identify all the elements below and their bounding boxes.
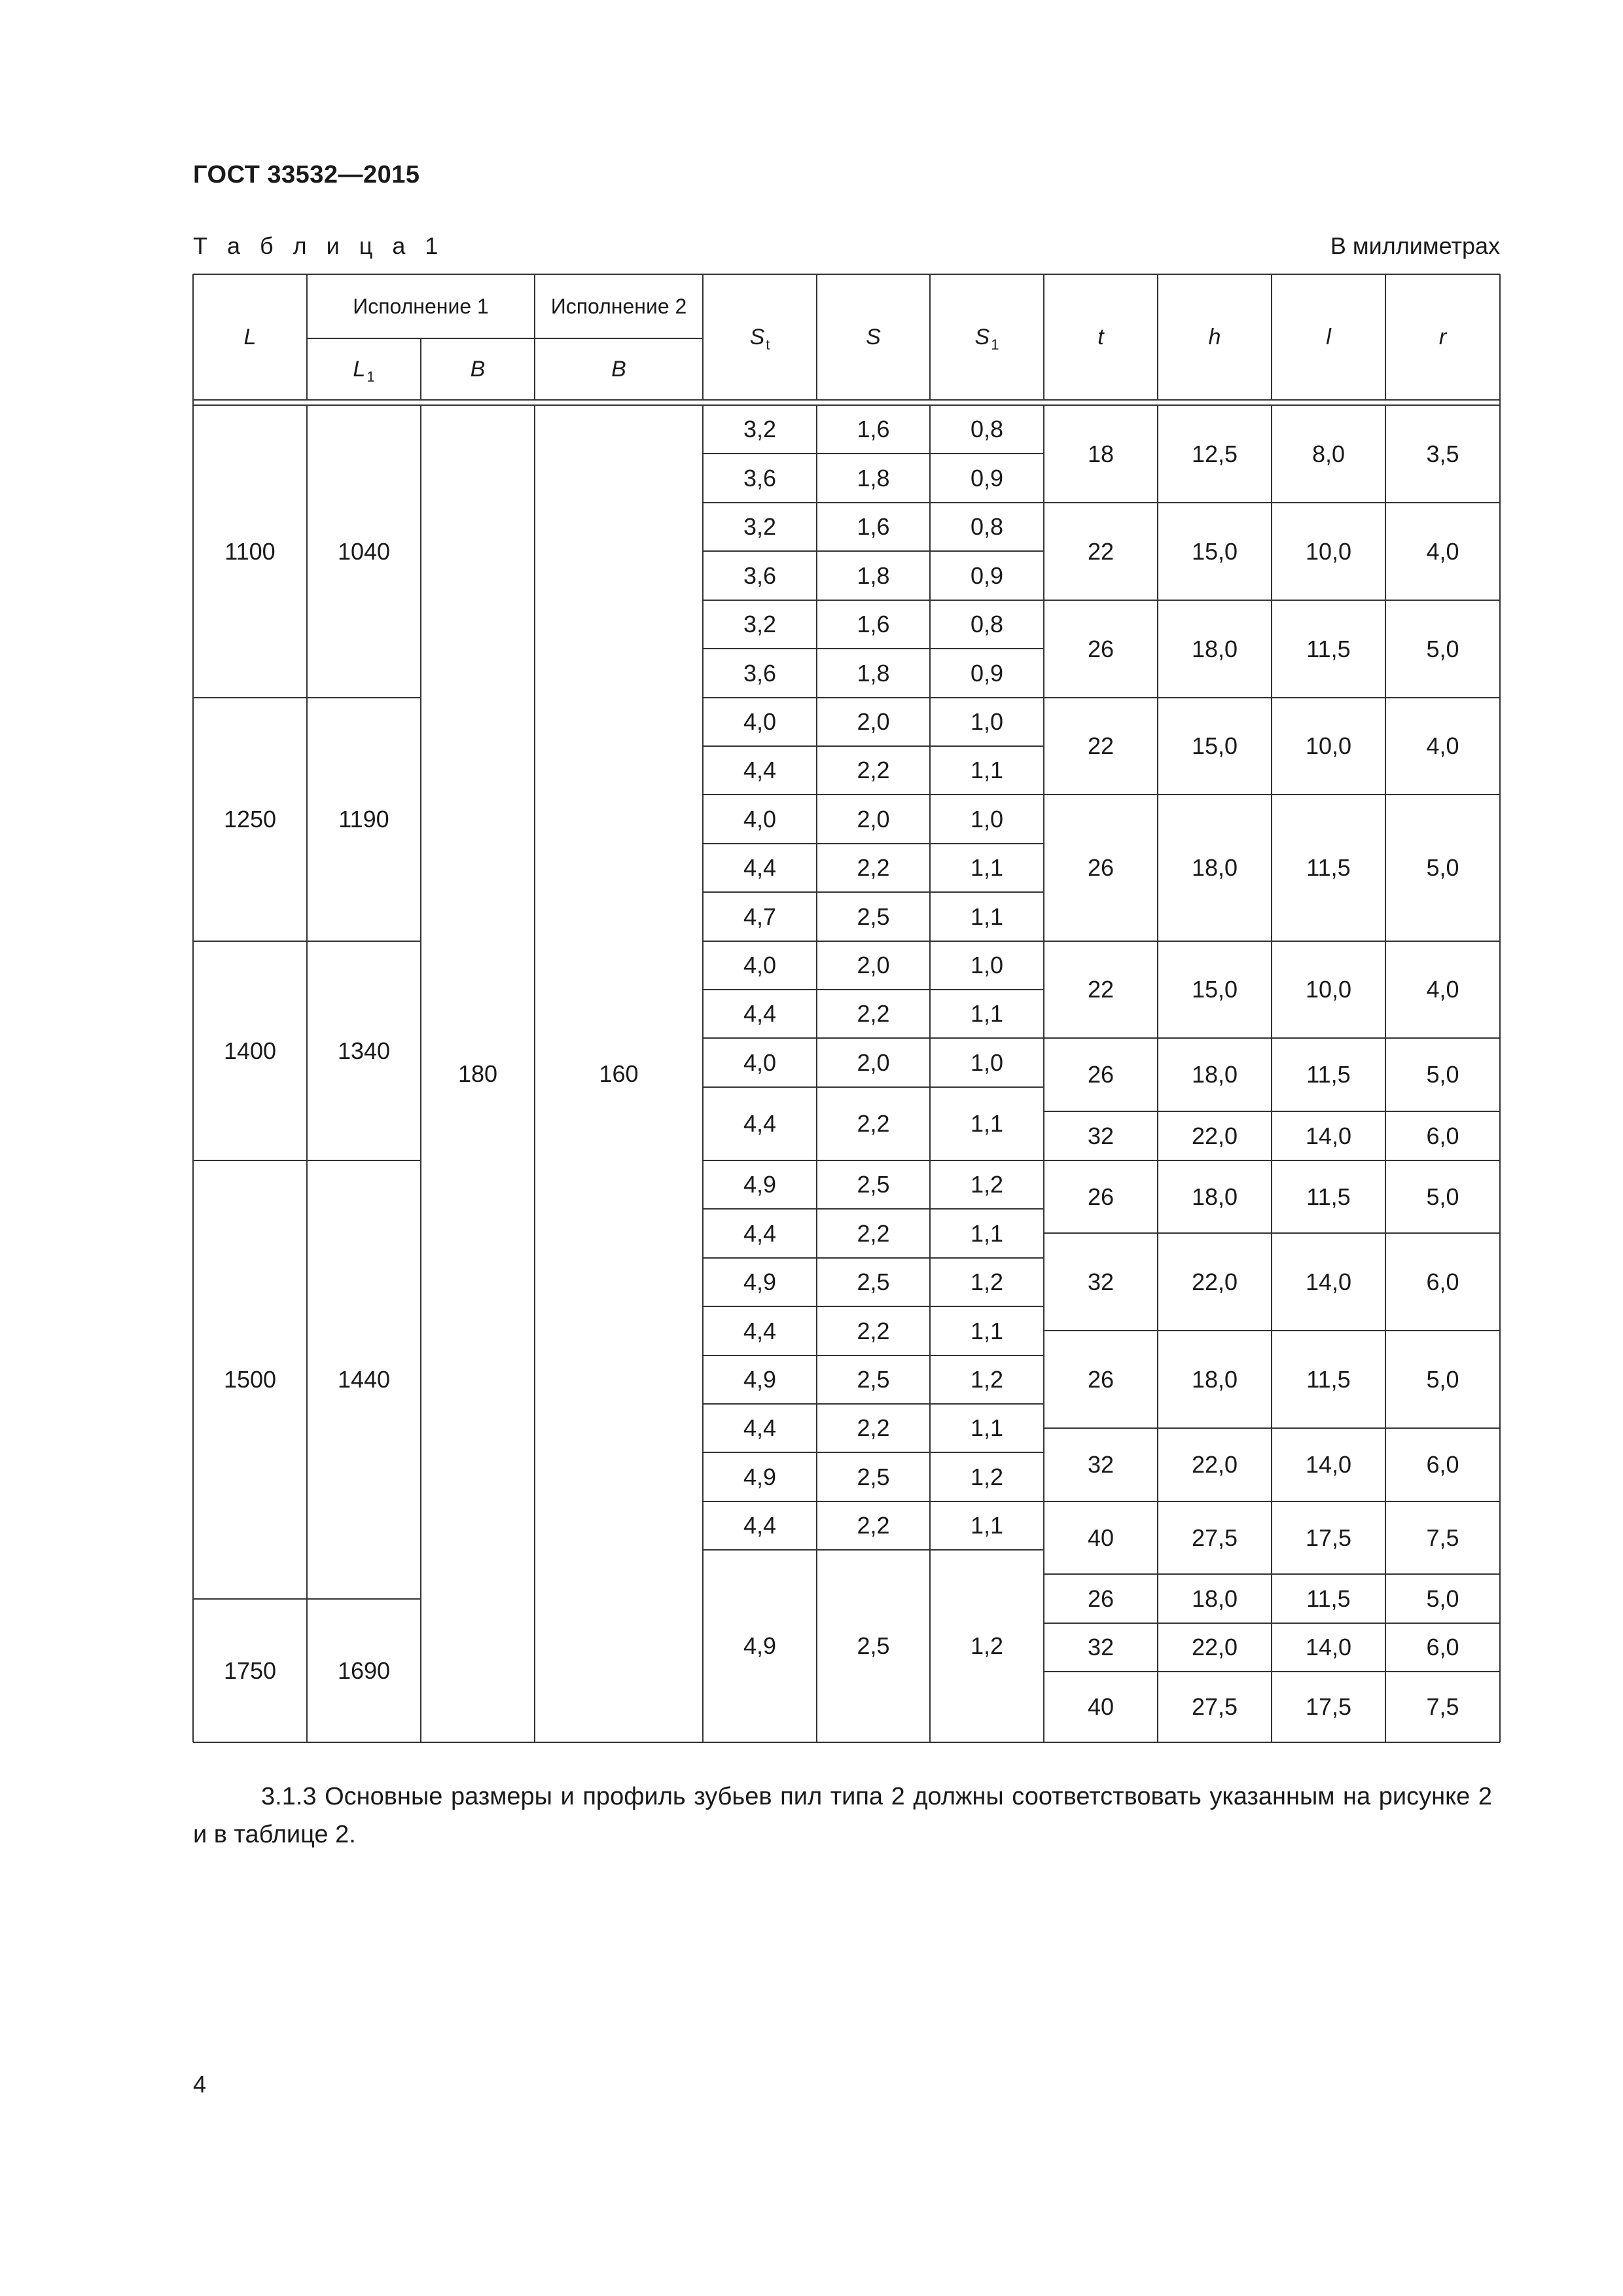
cell-S1: 0,9 [970, 464, 1004, 492]
cell-S: 2,5 [857, 1463, 890, 1490]
cell-t: 26 [1087, 1365, 1115, 1393]
cell-S1: 1,1 [970, 1219, 1004, 1247]
cell-St: 3,2 [743, 416, 777, 442]
header-h-symbol: h [1208, 325, 1221, 350]
cell-r: 4,0 [1426, 537, 1459, 565]
cell-S: 1,6 [857, 611, 890, 637]
cell-St: 3,6 [743, 464, 777, 492]
cell-h: 15,0 [1191, 976, 1238, 1003]
cell-St: 3,2 [743, 611, 777, 637]
cell-S: 2,5 [857, 1366, 890, 1393]
cell-S: 2,5 [857, 1268, 890, 1295]
header-S-symbol: S [866, 325, 881, 350]
cell-h: 27,5 [1191, 1693, 1238, 1720]
header-l-symbol: l [1326, 325, 1331, 350]
cell-L: 1750 [223, 1657, 277, 1684]
cell-t: 26 [1087, 1183, 1115, 1210]
cell-l: 10,0 [1305, 976, 1352, 1003]
cell-L: 1500 [223, 1366, 277, 1393]
cell-L1: 1040 [337, 537, 391, 565]
cell-t: 22 [1087, 732, 1115, 759]
cell-S: 2,2 [857, 1512, 890, 1539]
cell-St: 4,7 [743, 903, 777, 930]
cell-S1: 1,1 [970, 1414, 1004, 1441]
cell-r: 6,0 [1426, 1634, 1459, 1660]
document-code: ГОСТ 33532—2015 [193, 161, 420, 188]
header-L1-subscript: 1 [366, 368, 375, 385]
cell-S1: 1,2 [970, 1366, 1004, 1393]
cell-L1: 1690 [337, 1657, 391, 1684]
cell-h: 18,0 [1191, 1183, 1238, 1210]
cell-S1: 1,1 [970, 1317, 1004, 1344]
header-L1 [307, 338, 421, 400]
cell-St: 4,4 [743, 1000, 777, 1027]
cell-St: 4,9 [743, 1171, 777, 1198]
header-version-2: Исполнение 2 [550, 295, 687, 318]
cell-St: 3,6 [743, 659, 777, 687]
cell-S: 2,5 [857, 903, 890, 930]
cell-t: 26 [1087, 1061, 1115, 1088]
cell-t: 32 [1087, 1268, 1115, 1295]
cell-St: 4,0 [743, 708, 777, 735]
cell-S1: 1,1 [970, 854, 1004, 881]
cell-L: 1250 [223, 806, 277, 833]
cell-L1: 1190 [338, 806, 389, 833]
cell-l: 14,0 [1305, 1634, 1352, 1660]
cell-S: 2,2 [857, 1000, 890, 1027]
cell-t: 26 [1087, 1585, 1115, 1612]
header-B-version-2 [535, 338, 703, 400]
cell-h: 22,0 [1191, 1122, 1238, 1149]
cell-r: 5,0 [1426, 1061, 1459, 1088]
cell-l: 11,5 [1306, 1183, 1351, 1210]
cell-St: 3,6 [743, 562, 777, 589]
header-S1-symbol: S [974, 325, 990, 350]
cell-S1: 1,2 [970, 1463, 1004, 1490]
header-S1-subscript: 1 [991, 336, 999, 353]
cell-l: 17,5 [1305, 1524, 1352, 1551]
header-version-1: Исполнение 1 [353, 295, 489, 318]
cell-S: 2,0 [857, 805, 890, 833]
cell-r: 7,5 [1426, 1693, 1459, 1720]
header-t-symbol: t [1097, 325, 1104, 350]
cell-S1: 0,8 [970, 416, 1004, 442]
cell-t: 32 [1087, 1451, 1115, 1478]
cell-S: 2,0 [857, 708, 890, 735]
cell-t: 26 [1087, 854, 1115, 881]
cell-r: 5,0 [1426, 854, 1459, 881]
cell-S: 2,0 [857, 952, 890, 978]
cell-S1: 1,0 [970, 805, 1004, 833]
cell-S: 2,2 [857, 1414, 890, 1441]
cell-S: 2,5 [857, 1171, 890, 1198]
cell-St: 4,9 [743, 1632, 777, 1659]
cell-l: 14,0 [1305, 1122, 1352, 1149]
header-S1 [930, 274, 1044, 400]
cell-St: 4,0 [743, 805, 777, 833]
cell-r: 5,0 [1426, 1183, 1459, 1210]
cell-h: 22,0 [1191, 1451, 1238, 1478]
cell-r: 4,0 [1426, 732, 1459, 759]
cell-l: 10,0 [1305, 732, 1352, 759]
cell-h: 18,0 [1191, 1061, 1238, 1088]
header-h [1158, 274, 1272, 400]
cell-h: 18,0 [1191, 635, 1238, 662]
cell-B-version-1: 180 [457, 1060, 498, 1087]
header-S [817, 274, 930, 400]
cell-l: 11,5 [1306, 854, 1351, 881]
cell-r: 3,5 [1426, 440, 1459, 467]
cell-St: 4,9 [743, 1463, 777, 1490]
cell-h: 15,0 [1191, 732, 1238, 759]
cell-S1: 0,9 [970, 659, 1004, 687]
cell-S1: 1,0 [970, 1049, 1004, 1076]
cell-St: 4,4 [743, 1512, 777, 1539]
cell-l: 14,0 [1305, 1451, 1352, 1478]
cell-h: 18,0 [1191, 854, 1238, 881]
cell-l: 10,0 [1305, 537, 1352, 565]
cell-l: 8,0 [1311, 440, 1346, 467]
cell-h: 15,0 [1191, 537, 1238, 565]
cell-S1: 1,0 [970, 708, 1004, 735]
cell-l: 14,0 [1305, 1268, 1352, 1295]
cell-t: 22 [1087, 976, 1115, 1003]
cell-t: 32 [1087, 1122, 1115, 1149]
cell-S: 2,2 [857, 757, 890, 783]
cell-S1: 1,0 [970, 952, 1004, 978]
cell-r: 6,0 [1426, 1451, 1459, 1478]
header-B-version-1-symbol: B [470, 357, 486, 382]
cell-t: 40 [1087, 1693, 1115, 1720]
page-number: 4 [193, 2071, 207, 2098]
cell-h: 18,0 [1191, 1585, 1238, 1612]
cell-t: 40 [1087, 1524, 1115, 1551]
header-t [1044, 274, 1158, 400]
cell-h: 22,0 [1191, 1268, 1238, 1295]
cell-S1: 1,1 [970, 903, 1004, 930]
cell-h: 18,0 [1191, 1365, 1238, 1393]
cell-St: 3,2 [743, 513, 777, 540]
cell-r: 5,0 [1426, 1585, 1459, 1612]
cell-St: 4,9 [743, 1366, 777, 1393]
cell-S1: 1,1 [970, 1000, 1004, 1027]
cell-S: 1,8 [857, 562, 890, 589]
cell-S1: 1,2 [970, 1268, 1004, 1295]
header-St-symbol: S [749, 325, 765, 350]
cell-L1: 1440 [337, 1366, 391, 1393]
cell-t: 22 [1087, 537, 1115, 565]
cell-t: 26 [1087, 635, 1115, 662]
cell-St: 4,4 [743, 854, 777, 881]
cell-L: 1400 [223, 1037, 277, 1064]
cell-S: 2,2 [857, 1317, 890, 1344]
cell-t: 18 [1087, 440, 1115, 467]
header-r [1385, 274, 1500, 400]
cell-h: 22,0 [1191, 1634, 1238, 1660]
cell-S1: 1,1 [970, 757, 1004, 783]
cell-S: 1,8 [857, 464, 890, 492]
cell-S: 1,8 [857, 659, 890, 687]
header-B-version-1 [421, 338, 535, 400]
cell-h: 27,5 [1191, 1524, 1238, 1551]
cell-St: 4,0 [743, 1049, 777, 1076]
cell-S1: 1,2 [970, 1632, 1004, 1659]
cell-S1: 0,8 [970, 513, 1004, 540]
cell-l: 17,5 [1305, 1693, 1352, 1720]
cell-S1: 1,2 [970, 1171, 1004, 1198]
cell-St: 4,9 [743, 1268, 777, 1295]
cell-S1: 0,9 [970, 562, 1004, 589]
cell-S: 2,5 [857, 1632, 890, 1659]
cell-St: 4,4 [743, 757, 777, 783]
cell-S: 1,6 [857, 416, 890, 442]
cell-S: 2,2 [857, 854, 890, 881]
table-caption: Т а б л и ц а 1 [193, 232, 445, 259]
cell-S1: 1,1 [970, 1512, 1004, 1539]
cell-r: 5,0 [1426, 1365, 1459, 1393]
cell-B-version-2: 160 [599, 1060, 639, 1087]
cell-St: 4,4 [743, 1219, 777, 1247]
units-note: В миллиметрах [1330, 232, 1500, 259]
header-B-version-2-symbol: B [611, 357, 626, 382]
cell-S: 2,2 [857, 1110, 890, 1137]
cell-r: 6,0 [1426, 1122, 1459, 1149]
cell-t: 32 [1087, 1634, 1115, 1660]
cell-r: 5,0 [1426, 635, 1459, 662]
cell-r: 6,0 [1426, 1268, 1459, 1295]
header-l [1272, 274, 1385, 400]
cell-l: 11,5 [1306, 635, 1351, 662]
cell-L1: 1340 [337, 1037, 391, 1064]
cell-r: 4,0 [1426, 976, 1459, 1003]
cell-S: 2,2 [857, 1219, 890, 1247]
header-St [703, 274, 817, 400]
cell-S: 1,6 [857, 513, 890, 540]
cell-h: 12,5 [1191, 440, 1238, 467]
header-L1-symbol: L [353, 357, 366, 382]
header-L-symbol: L [243, 325, 257, 350]
header-St-subscript: t [766, 336, 770, 353]
cell-St: 4,4 [743, 1414, 777, 1441]
cell-St: 4,0 [743, 952, 777, 978]
cell-l: 11,5 [1306, 1061, 1351, 1088]
cell-S: 2,0 [857, 1049, 890, 1076]
cell-S1: 1,1 [970, 1110, 1004, 1137]
cell-St: 4,4 [743, 1317, 777, 1344]
header-r-symbol: r [1438, 325, 1447, 350]
header-L [193, 274, 307, 400]
cell-L: 1100 [224, 537, 276, 565]
cell-St: 4,4 [743, 1110, 777, 1137]
cell-r: 7,5 [1426, 1524, 1459, 1551]
cell-S1: 0,8 [970, 611, 1004, 637]
cell-l: 11,5 [1306, 1365, 1351, 1393]
cell-l: 11,5 [1306, 1585, 1351, 1612]
paragraph-3-1-3: 3.1.3 Основные размеры и профиль зубьев пил типа 2 должны соответствовать указанным на рисунке 2 и в таблице 2. [193, 1783, 1492, 1848]
